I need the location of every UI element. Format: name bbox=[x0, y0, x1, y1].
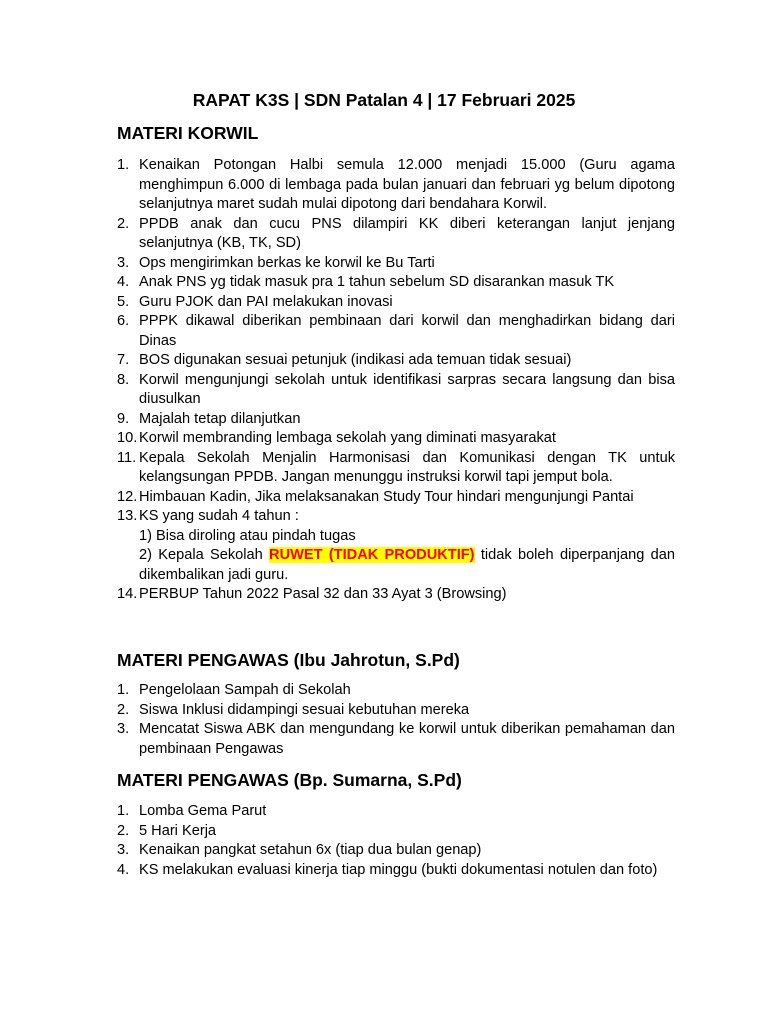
list-item bbox=[117, 449, 675, 488]
item-text: KS melakukan evaluasi kinerja tiap minggu (bukti dokumentasi notulen dan foto) bbox=[139, 861, 658, 878]
item-text: Guru PJOK dan PAI melakukan inovasi bbox=[139, 293, 393, 310]
section-heading-pengawas-jahrotun: MATERI PENGAWAS (Ibu Jahrotun, S.Pd) bbox=[117, 650, 460, 670]
item-number: 10. bbox=[117, 430, 138, 446]
list-item bbox=[117, 822, 675, 842]
item-number: 2. bbox=[117, 701, 130, 718]
item-number: 3. bbox=[117, 254, 130, 271]
item-number: 3. bbox=[117, 842, 130, 858]
item-text: 5 Hari Kerja bbox=[139, 822, 217, 839]
list-item bbox=[117, 273, 675, 293]
item-number: 7. bbox=[117, 352, 130, 368]
list-item bbox=[117, 351, 675, 371]
section-heading-pengawas-sumarna: MATERI PENGAWAS (Bp. Sumarna, S.Pd) bbox=[117, 770, 462, 790]
item-text: Mencatat Siswa ABK dan mengundang ke korwil untuk diberikan pemahaman dan pembinaan Pengawas bbox=[139, 721, 675, 757]
item-number: 4. bbox=[117, 274, 130, 290]
item-text: Kenaikan Potongan Halbi semula 12.000 menjadi 15.000 (Guru agama menghimpun 6.000 di lembaga pada bulan januari dan februari yg belum dipotong selanjutnya maret sudah mulai dipotong dari bendahara Korwil. bbox=[139, 157, 675, 212]
list-item bbox=[117, 701, 675, 721]
item-text: BOS digunakan sesuai petunjuk (indikasi ada temuan tidak sesuai) bbox=[139, 352, 572, 368]
item-number: 6. bbox=[117, 313, 130, 329]
item-number: 8. bbox=[117, 371, 130, 388]
item-text: KS yang sudah 4 tahun : bbox=[139, 508, 299, 524]
item-text: PPPK dikawal diberikan pembinaan dari korwil dan menghadirkan bidang dari Dinas bbox=[139, 313, 675, 349]
list-item bbox=[117, 585, 675, 605]
list-item bbox=[117, 410, 675, 430]
korwil-list bbox=[117, 156, 675, 605]
list-item bbox=[117, 841, 675, 861]
item-number: 4. bbox=[117, 861, 130, 878]
item-text: Siswa Inklusi didampingi sesuai kebutuhan mereka bbox=[139, 701, 470, 718]
list-item bbox=[117, 312, 675, 351]
item-number: 11. bbox=[117, 449, 137, 466]
list-item bbox=[117, 681, 675, 701]
list-item bbox=[117, 156, 675, 215]
item-number: 2. bbox=[117, 215, 130, 232]
item-number: 12. bbox=[117, 488, 138, 505]
list-item bbox=[117, 507, 675, 585]
item-text: Lomba Gema Parut bbox=[139, 803, 267, 819]
item-text: Ops mengirimkan berkas ke korwil ke Bu Tarti bbox=[139, 254, 435, 271]
item-text: Himbauan Kadin, Jika melaksanakan Study Tour hindari mengunjungi Pantai bbox=[139, 488, 634, 505]
item-number: 2. bbox=[117, 822, 130, 839]
list-item bbox=[117, 254, 675, 274]
item-text: Korwil membranding lembaga sekolah yang diminati masyarakat bbox=[139, 430, 556, 446]
item-text: Majalah tetap dilanjutkan bbox=[139, 410, 301, 427]
pengawas-sumarna-list bbox=[117, 802, 675, 880]
item-text: Pengelolaan Sampah di Sekolah bbox=[139, 682, 351, 698]
list-item bbox=[117, 293, 675, 313]
highlighted-text: RUWET (TIDAK PRODUKTIF) bbox=[269, 547, 475, 563]
item-number: 13. bbox=[117, 508, 138, 524]
item-text: PERBUP Tahun 2022 Pasal 32 dan 33 Ayat 3 (Browsing) bbox=[139, 586, 507, 602]
sub-item-text bbox=[139, 546, 675, 585]
sub-item-text-end: tidak boleh diperpanjang dan dikembalikan jadi guru. bbox=[139, 547, 675, 583]
sub-item-text-start: 2) Kepala Sekolah bbox=[139, 547, 270, 563]
item-number: 14. bbox=[117, 586, 138, 602]
list-item bbox=[117, 861, 675, 881]
section-heading-korwil: MATERI KORWIL bbox=[117, 123, 259, 143]
item-number: 1. bbox=[117, 682, 130, 698]
item-number: 3. bbox=[117, 721, 130, 737]
item-number: 1. bbox=[117, 157, 130, 173]
list-item bbox=[117, 429, 675, 449]
sub-item-text: 1) Bisa diroling atau pindah tugas bbox=[139, 527, 356, 544]
item-text: Anak PNS yg tidak masuk pra 1 tahun sebelum SD disarankan masuk TK bbox=[139, 274, 615, 290]
item-number: 5. bbox=[117, 293, 130, 310]
document-title: RAPAT K3S | SDN Patalan 4 | 17 Februari 2025 bbox=[192, 90, 576, 110]
item-text: Kepala Sekolah Menjalin Harmonisasi dan Komunikasi dengan TK untuk kelangsungan PPDB. Jangan menunggu instruksi korwil tapi jemput bola. bbox=[139, 449, 675, 485]
item-text: Kenaikan pangkat setahun 6x (tiap dua bulan genap) bbox=[139, 842, 482, 858]
pengawas-jahrotun-list bbox=[117, 681, 675, 759]
list-item bbox=[117, 371, 675, 410]
item-number: 1. bbox=[117, 803, 130, 819]
item-number: 9. bbox=[117, 410, 130, 427]
item-text: PPDB anak dan cucu PNS dilampiri KK diberi keterangan lanjut jenjang selanjutnya (KB, TK, SD) bbox=[139, 215, 675, 251]
list-item bbox=[117, 488, 675, 508]
list-item bbox=[117, 802, 675, 822]
list-item bbox=[117, 720, 675, 759]
item-text: Korwil mengunjungi sekolah untuk identifikasi sarpras secara langsung dan bisa diusulkan bbox=[139, 371, 675, 407]
list-item bbox=[117, 215, 675, 254]
